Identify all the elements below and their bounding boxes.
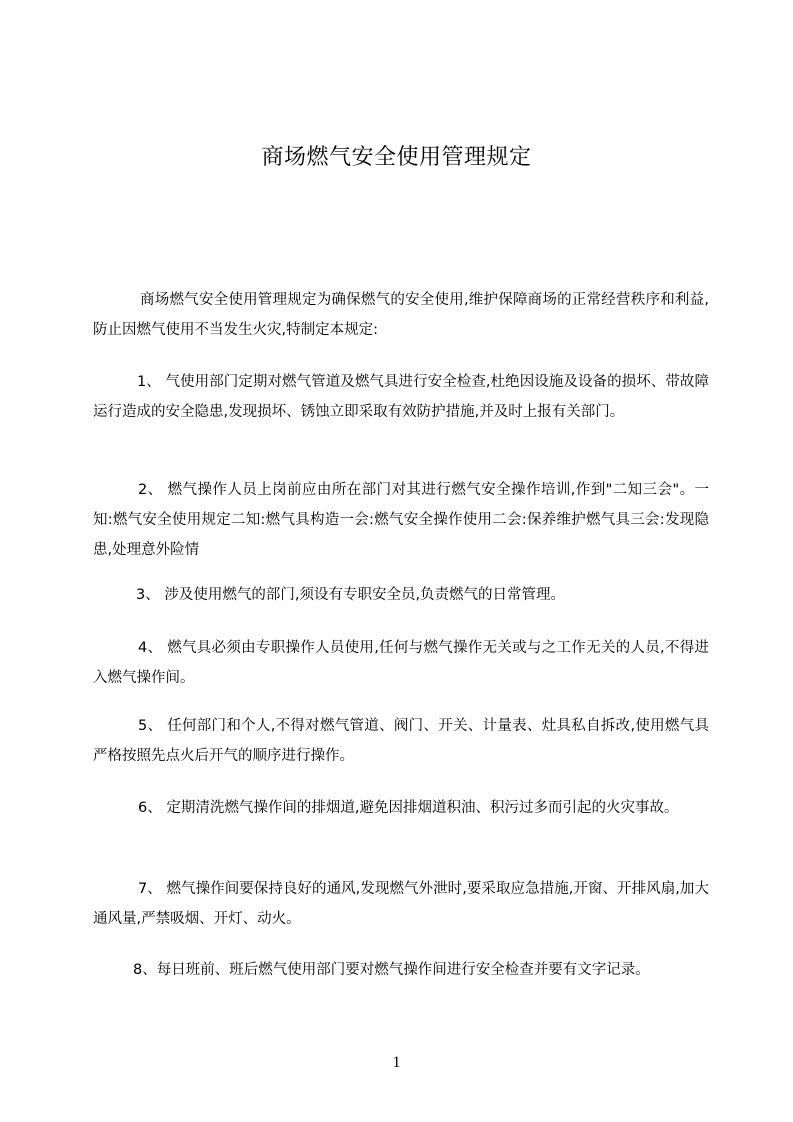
rule-item-6: 6、 定期清洗燃气操作间的排烟道,避免因排烟道积油、积污过多而引起的火灾事故。 bbox=[138, 800, 679, 816]
rule-item-8: 8、每日班前、班后燃气使用部门要对燃气操作间进行安全检查并要有文字记录。 bbox=[133, 962, 650, 978]
document-title: 商场燃气安全使用管理规定 bbox=[261, 145, 532, 170]
rule-item-2: 2、 燃气操作人员上岗前应由所在部门对其进行燃气安全操作培训,作到"二知三会"。一知:燃气安全使用规定二知:燃气具构造一会:燃气安全操作使用二会:保养维护燃气具三会:发现隐患,处理意外险情 bbox=[93, 482, 709, 558]
intro-paragraph: 商场燃气安全使用管理规定为确保燃气的安全使用,维护保障商场的正常经营秩序和利益,防止因燃气使用不当发生火灾,特制定本规定: bbox=[93, 292, 709, 338]
rule-item-3: 3、 涉及使用燃气的部门,须设有专职安全员,负责燃气的日常管理。 bbox=[136, 587, 566, 603]
rule-item-1: 1、 气使用部门定期对燃气管道及燃气具进行安全检查,杜绝因设施及设备的损坏、带故障运行造成的安全隐患,发现损坏、锈蚀立即采取有效防护措施,并及时上报有关部门。 bbox=[93, 374, 709, 420]
rule-item-7: 7、 燃气操作间要保持良好的通风,发现燃气外泄时,要采取应急措施,开窗、开排风扇,加大通风量,严禁吸烟、开灯、动火。 bbox=[93, 881, 709, 927]
page-number: 1 bbox=[392, 1054, 401, 1071]
rule-item-5: 5、 任何部门和个人,不得对燃气管道、阀门、开关、计量表、灶具私自拆改,使用燃气具严格按照先点火后开气的顺序进行操作。 bbox=[93, 718, 709, 764]
rule-item-4: 4、 燃气具必须由专职操作人员使用,任何与燃气操作无关或与之工作无关的人员,不得进入燃气操作间。 bbox=[93, 640, 709, 686]
